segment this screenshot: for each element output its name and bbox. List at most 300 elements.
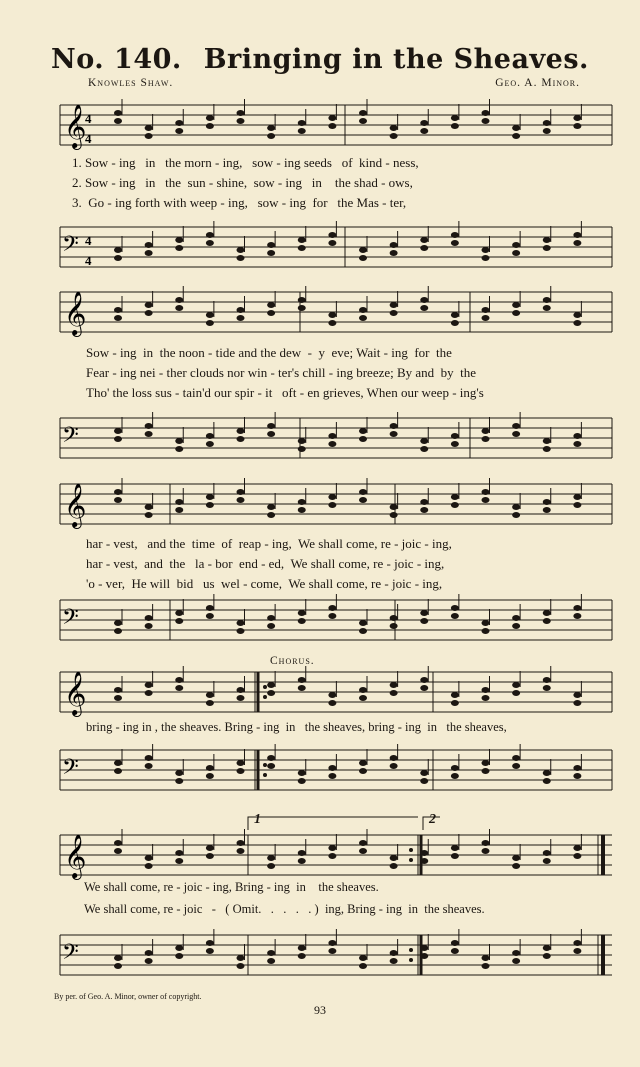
copyright-footnote: By per. of Geo. A. Minor, owner of copyright.: [54, 992, 202, 1001]
notehead: [267, 133, 275, 139]
svg-text:𝄞: 𝄞: [64, 671, 87, 715]
notehead: [237, 848, 245, 854]
notehead: [451, 765, 459, 771]
notehead: [390, 958, 398, 964]
notehead: [420, 610, 428, 616]
notehead: [328, 312, 336, 318]
notehead: [298, 778, 306, 784]
notehead: [390, 615, 398, 621]
notehead: [482, 760, 490, 766]
notehead: [420, 685, 428, 691]
notehead: [543, 446, 551, 452]
notehead: [267, 690, 275, 696]
notehead: [298, 120, 306, 126]
notehead: [267, 615, 275, 621]
notehead: [328, 494, 336, 500]
notehead: [390, 690, 398, 696]
notehead: [573, 441, 581, 447]
notehead: [420, 953, 428, 959]
notehead: [298, 297, 306, 303]
notehead: [114, 489, 122, 495]
notehead: [328, 765, 336, 771]
notehead: [328, 320, 336, 326]
notehead: [482, 436, 490, 442]
notehead: [543, 245, 551, 251]
notehead: [298, 446, 306, 452]
notehead: [543, 305, 551, 311]
volta-brackets: [0, 816, 640, 830]
notehead: [482, 118, 490, 124]
svg-text:4: 4: [85, 111, 92, 126]
notehead: [328, 605, 336, 611]
notehead: [114, 110, 122, 116]
notehead: [420, 770, 428, 776]
notehead: [267, 431, 275, 437]
notehead: [298, 677, 306, 683]
notehead: [543, 610, 551, 616]
notehead: [420, 850, 428, 856]
notehead: [298, 858, 306, 864]
notehead: [543, 120, 551, 126]
notehead: [451, 433, 459, 439]
notehead: [359, 760, 367, 766]
notehead: [114, 695, 122, 701]
notehead: [298, 953, 306, 959]
lyric-line: Tho' the loss sus - tain'd our spir - it oft - en grieves, When our weep - ing's: [86, 385, 484, 400]
notehead: [114, 307, 122, 313]
notehead: [359, 255, 367, 261]
notehead: [451, 692, 459, 698]
notehead: [145, 310, 153, 316]
notehead: [359, 840, 367, 846]
svg-text:𝄢: 𝄢: [62, 755, 79, 785]
notehead: [175, 120, 183, 126]
notehead: [573, 773, 581, 779]
lyric-line: 2. Sow - ing in the sun - shine, sow - ing in the shad - ows,: [72, 175, 413, 190]
svg-text:𝄞: 𝄞: [64, 483, 87, 527]
notehead: [237, 963, 245, 969]
notehead: [512, 958, 520, 964]
notehead: [482, 497, 490, 503]
notehead: [237, 118, 245, 124]
notehead: [390, 423, 398, 429]
notehead: [573, 692, 581, 698]
notehead: [512, 690, 520, 696]
notehead: [114, 963, 122, 969]
notehead: [267, 755, 275, 761]
notehead: [359, 315, 367, 321]
notehead: [543, 945, 551, 951]
notehead: [145, 423, 153, 429]
notehead: [267, 423, 275, 429]
notehead: [543, 953, 551, 959]
notehead: [237, 436, 245, 442]
notehead: [114, 687, 122, 693]
notehead: [206, 240, 214, 246]
notehead: [206, 494, 214, 500]
notehead: [114, 118, 122, 124]
lyric-line: 'o - ver, He will bid us wel - come, We shall come, re - joic - ing,: [86, 576, 443, 591]
notehead: [420, 245, 428, 251]
lyric-line: We shall come, re - joic - ing, Bring - ing in the sheaves.: [84, 880, 379, 894]
notehead: [145, 682, 153, 688]
notehead: [512, 512, 520, 518]
notehead: [267, 763, 275, 769]
notehead: [145, 125, 153, 131]
music-staff: [0, 104, 640, 148]
notehead: [298, 507, 306, 513]
notehead: [390, 242, 398, 248]
notehead: [206, 773, 214, 779]
notehead: [451, 115, 459, 121]
notehead: [267, 504, 275, 510]
notehead: [543, 499, 551, 505]
notehead: [145, 855, 153, 861]
notehead: [175, 438, 183, 444]
notehead: [175, 953, 183, 959]
notehead: [482, 255, 490, 261]
notehead: [298, 245, 306, 251]
notehead: [573, 845, 581, 851]
notehead: [451, 320, 459, 326]
notehead: [543, 507, 551, 513]
notehead: [573, 765, 581, 771]
notehead: [543, 237, 551, 243]
notehead: [573, 320, 581, 326]
svg-text:𝄢: 𝄢: [62, 940, 79, 970]
svg-text:𝄢: 𝄢: [62, 423, 79, 453]
notehead: [451, 502, 459, 508]
notehead: [512, 623, 520, 629]
notehead: [267, 682, 275, 688]
notehead: [267, 242, 275, 248]
notehead: [420, 128, 428, 134]
svg-text:4: 4: [85, 131, 92, 146]
notehead: [298, 770, 306, 776]
notehead: [328, 845, 336, 851]
notehead: [482, 307, 490, 313]
lyric-line: har - vest, and the la - bor end - ed, We shall come, re - joic - ing,: [86, 556, 445, 571]
music-staff: [0, 671, 640, 715]
notehead: [543, 297, 551, 303]
notehead: [451, 773, 459, 779]
notehead: [359, 768, 367, 774]
notehead: [359, 687, 367, 693]
notehead: [512, 504, 520, 510]
notehead: [512, 682, 520, 688]
notehead: [237, 955, 245, 961]
notehead: [114, 428, 122, 434]
notehead: [359, 436, 367, 442]
notehead: [237, 687, 245, 693]
notehead: [237, 695, 245, 701]
notehead: [237, 840, 245, 846]
notehead: [512, 855, 520, 861]
notehead: [145, 512, 153, 518]
notehead: [482, 620, 490, 626]
notehead: [267, 302, 275, 308]
notehead: [390, 504, 398, 510]
notehead: [175, 297, 183, 303]
notehead: [237, 628, 245, 634]
notehead: [298, 685, 306, 691]
notehead: [512, 302, 520, 308]
svg-text:𝄞: 𝄞: [64, 291, 87, 335]
notehead: [328, 700, 336, 706]
notehead: [390, 133, 398, 139]
notehead: [267, 623, 275, 629]
svg-text:4: 4: [85, 233, 92, 248]
notehead: [390, 863, 398, 869]
notehead: [328, 502, 336, 508]
notehead: [359, 963, 367, 969]
notehead: [451, 441, 459, 447]
notehead: [573, 502, 581, 508]
notehead: [390, 431, 398, 437]
volta-first-ending: 1: [254, 812, 261, 827]
notehead: [512, 615, 520, 621]
notehead: [451, 605, 459, 611]
notehead: [512, 125, 520, 131]
notehead: [328, 853, 336, 859]
notehead: [175, 618, 183, 624]
svg-text:𝄞: 𝄞: [64, 104, 87, 148]
notehead: [237, 247, 245, 253]
notehead: [543, 685, 551, 691]
lyric-line: har - vest, and the time of reap - ing, We shall come, re - joic - ing,: [86, 536, 452, 551]
volta-second-ending: 2: [429, 812, 436, 827]
lyric-line: bring - ing in , the sheaves. Bring - ing in the sheaves, bring - ing in the sheaves,: [86, 720, 507, 734]
notehead: [237, 497, 245, 503]
notehead: [206, 605, 214, 611]
notehead: [573, 853, 581, 859]
notehead: [543, 770, 551, 776]
notehead: [298, 610, 306, 616]
notehead: [237, 760, 245, 766]
notehead: [145, 133, 153, 139]
notehead: [267, 250, 275, 256]
notehead: [114, 768, 122, 774]
notehead: [390, 763, 398, 769]
music-staff: [0, 750, 640, 790]
notehead: [328, 123, 336, 129]
notehead: [328, 692, 336, 698]
notehead: [420, 677, 428, 683]
notehead: [145, 863, 153, 869]
notehead: [328, 613, 336, 619]
music-staff: [0, 483, 640, 527]
notehead: [114, 628, 122, 634]
notehead: [420, 945, 428, 951]
chorus-label: Chorus.: [270, 655, 315, 667]
notehead: [145, 690, 153, 696]
notehead: [175, 778, 183, 784]
notehead: [298, 618, 306, 624]
notehead: [482, 489, 490, 495]
notehead: [451, 312, 459, 318]
notehead: [359, 110, 367, 116]
notehead: [298, 850, 306, 856]
notehead: [573, 232, 581, 238]
notehead: [175, 770, 183, 776]
notehead: [206, 765, 214, 771]
notehead: [145, 431, 153, 437]
notehead: [267, 958, 275, 964]
notehead: [420, 507, 428, 513]
notehead: [482, 247, 490, 253]
notehead: [512, 950, 520, 956]
notehead: [206, 700, 214, 706]
notehead: [175, 945, 183, 951]
notehead: [237, 428, 245, 434]
notehead: [175, 610, 183, 616]
notehead: [573, 115, 581, 121]
lyric-line: 1. Sow - ing in the morn - ing, sow - ing seeds of kind - ness,: [72, 155, 419, 170]
notehead: [206, 853, 214, 859]
notehead: [420, 120, 428, 126]
notehead: [359, 247, 367, 253]
notehead: [420, 305, 428, 311]
notehead: [390, 125, 398, 131]
notehead: [145, 755, 153, 761]
notehead: [512, 250, 520, 256]
notehead: [114, 247, 122, 253]
notehead: [512, 242, 520, 248]
notehead: [512, 310, 520, 316]
notehead: [512, 863, 520, 869]
notehead: [328, 773, 336, 779]
notehead: [145, 242, 153, 248]
notehead: [175, 237, 183, 243]
notehead: [420, 778, 428, 784]
svg-text:4: 4: [85, 253, 92, 268]
notehead: [175, 499, 183, 505]
notehead: [267, 310, 275, 316]
music-staff: [0, 935, 640, 975]
notehead: [420, 446, 428, 452]
hymn-title: Bringing in the Sheaves.: [203, 44, 589, 75]
notehead: [267, 512, 275, 518]
music-staff: [0, 291, 640, 335]
notehead: [298, 128, 306, 134]
lyricist-credit: Knowles Shaw.: [88, 77, 174, 89]
notehead: [298, 305, 306, 311]
notehead: [175, 850, 183, 856]
notehead: [298, 499, 306, 505]
notehead: [482, 687, 490, 693]
music-staff: [0, 418, 640, 458]
notehead: [114, 255, 122, 261]
notehead: [114, 315, 122, 321]
notehead: [114, 760, 122, 766]
notehead: [328, 115, 336, 121]
notehead: [206, 441, 214, 447]
notehead: [298, 438, 306, 444]
notehead: [145, 950, 153, 956]
notehead: [206, 692, 214, 698]
notehead: [573, 123, 581, 129]
notehead: [390, 512, 398, 518]
notehead: [512, 423, 520, 429]
notehead: [573, 312, 581, 318]
notehead: [573, 433, 581, 439]
notehead: [543, 128, 551, 134]
notehead: [420, 237, 428, 243]
notehead: [328, 948, 336, 954]
lyric-line: Sow - ing in the noon - tide and the dew - y eve; Wait - ing for the: [86, 345, 452, 360]
notehead: [206, 845, 214, 851]
notehead: [145, 504, 153, 510]
notehead: [145, 763, 153, 769]
lyric-line: 3. Go - ing forth with weep - ing, sow - ing for the Mas - ter,: [72, 195, 407, 210]
notehead: [267, 125, 275, 131]
notehead: [573, 605, 581, 611]
notehead: [206, 320, 214, 326]
notehead: [206, 433, 214, 439]
notehead: [298, 237, 306, 243]
notehead: [175, 677, 183, 683]
notehead: [482, 955, 490, 961]
notehead: [420, 297, 428, 303]
hymn-title-line: [0, 44, 640, 75]
notehead: [267, 863, 275, 869]
svg-text:𝄞: 𝄞: [64, 834, 87, 878]
notehead: [206, 232, 214, 238]
notehead: [175, 858, 183, 864]
notehead: [359, 497, 367, 503]
notehead: [359, 628, 367, 634]
notehead: [420, 438, 428, 444]
notehead: [237, 315, 245, 321]
notehead: [451, 232, 459, 238]
notehead: [451, 494, 459, 500]
notehead: [328, 240, 336, 246]
page-number: 93: [314, 1003, 326, 1017]
notehead: [543, 858, 551, 864]
notehead: [359, 695, 367, 701]
notehead: [206, 312, 214, 318]
notehead: [145, 615, 153, 621]
notehead: [175, 446, 183, 452]
notehead: [206, 123, 214, 129]
svg-text:𝄢: 𝄢: [62, 605, 79, 635]
notehead: [298, 945, 306, 951]
notehead: [267, 950, 275, 956]
notehead: [359, 428, 367, 434]
notehead: [267, 855, 275, 861]
notehead: [420, 499, 428, 505]
notehead: [512, 431, 520, 437]
notehead: [543, 618, 551, 624]
notehead: [237, 489, 245, 495]
lyric-line: Fear - ing nei - ther clouds nor win - ter's chill - ing breeze; By and by the: [86, 365, 477, 380]
music-staff: [0, 834, 640, 878]
music-staff: [0, 227, 640, 267]
notehead: [543, 850, 551, 856]
notehead: [237, 307, 245, 313]
notehead: [359, 489, 367, 495]
notehead: [390, 623, 398, 629]
lyric-line: We shall come, re - joic - ( Omit. . . . . ) ing, Bring - ing in the sheaves.: [84, 902, 485, 916]
notehead: [237, 255, 245, 261]
notehead: [390, 950, 398, 956]
notehead: [482, 628, 490, 634]
notehead: [482, 428, 490, 434]
notehead: [451, 613, 459, 619]
notehead: [573, 494, 581, 500]
notehead: [175, 245, 183, 251]
notehead: [482, 848, 490, 854]
